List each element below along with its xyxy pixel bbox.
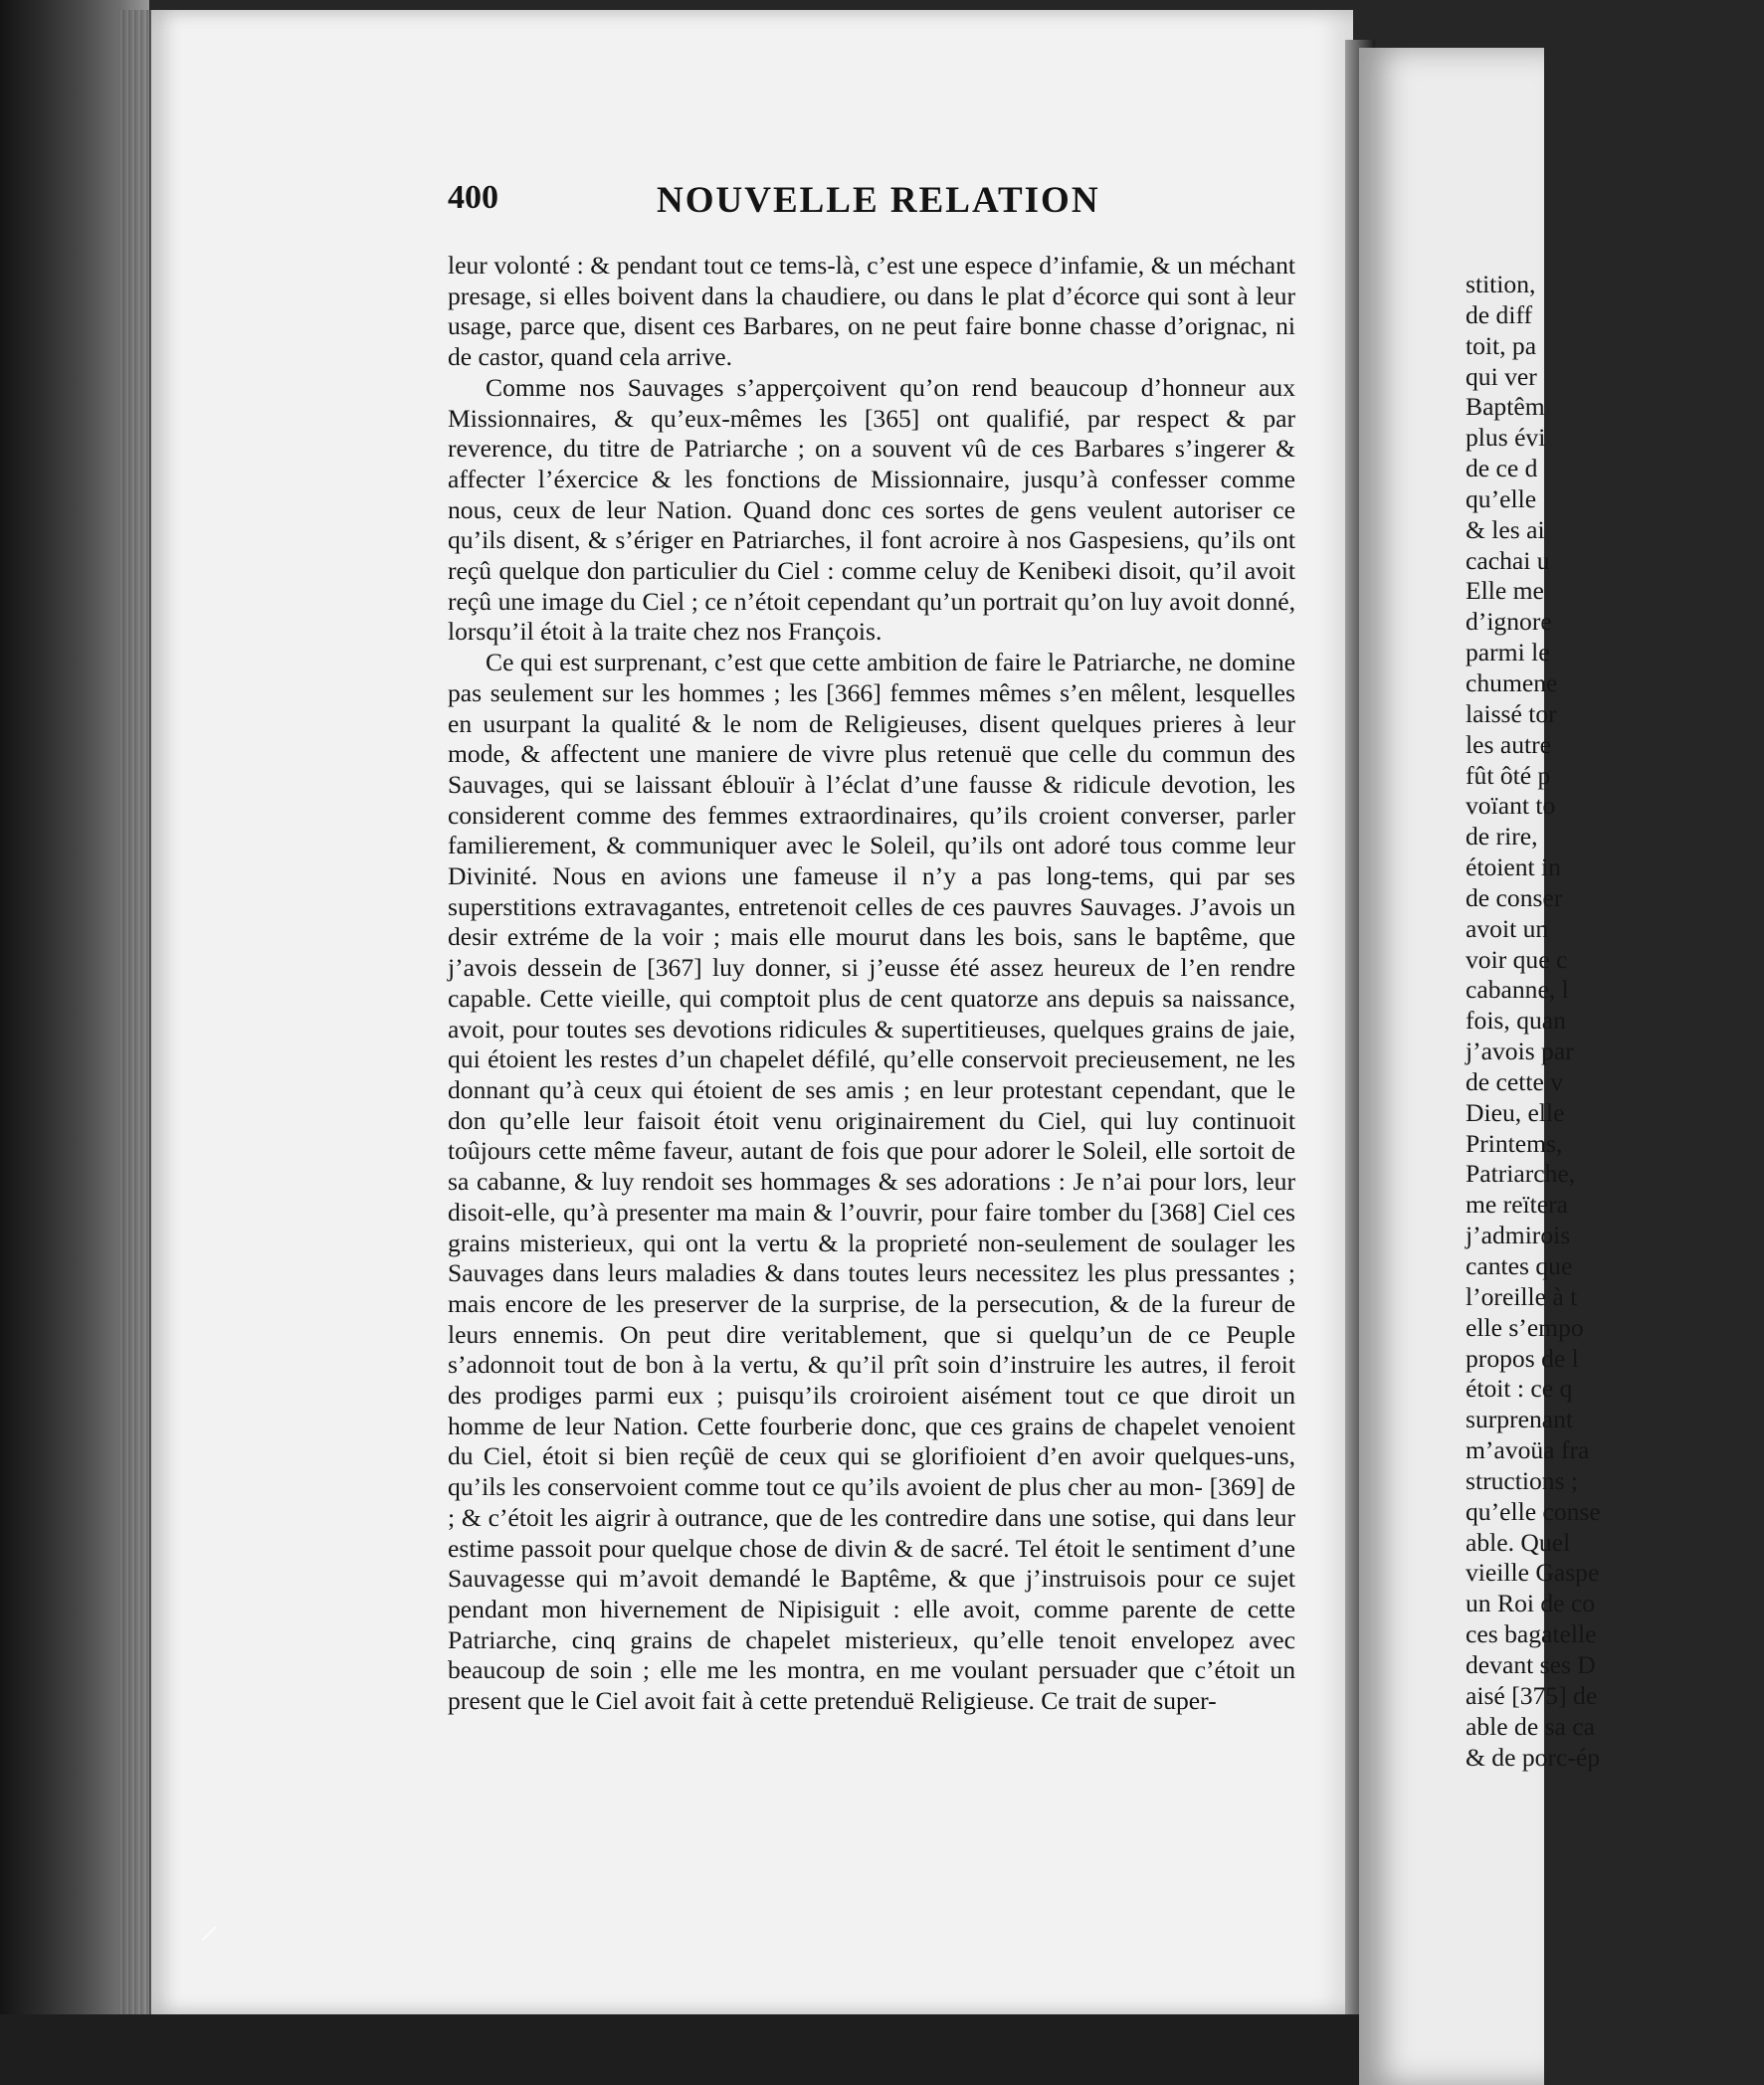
right-page-line: voir que c [1466, 944, 1568, 974]
page-mark: ⸝ [199, 1902, 219, 1947]
right-page-line: j’admirois [1466, 1221, 1571, 1250]
right-page-line: devant ses D [1466, 1649, 1596, 1679]
right-page-line: Printems, [1466, 1128, 1563, 1158]
right-page-fragments [1466, 270, 1764, 1773]
right-page-line: chumene [1466, 667, 1558, 697]
right-page-line: fût ôté p [1466, 760, 1551, 790]
right-page-line: & de porc-ép [1466, 1742, 1601, 1772]
right-page-line: étoient in [1466, 853, 1561, 882]
right-page-line: cantes que [1466, 1251, 1573, 1280]
right-page-line: étoit : ce q [1466, 1374, 1573, 1404]
paragraph-3: Ce qui est surprenant, c’est que cette ambition de faire le Patriarche, ne domine pas seulement sur les hommes ; les [366] femmes mêmes s’en mêlent, lesquelles en usurpant la qualité & le nom de Religieuses, disent quelques prieres à leur mode, & affectent une maniere de vivre plus retenuë que celle du commun des Sauvages, qui se laissant éblouïr à l’éclat d’une fausse & ridicule devotion, les considerent comme des femmes extraordinaires, qu’ils croient converser, parler familierement, & communiquer avec le Soleil, qu’ils ont adoré tous comme leur Divinité. Nous en avions une fameuse il n’y a pas long-tems, qui par ses superstitions extravagantes, entretenoit celles de ces pauvres Sauvages. J’avois un desir extréme de la voir ; mais elle mourut dans les bois, sans le baptême, que j’avois dessein de [367] luy donner, si j’eusse été assez heureux de l’en rendre capable. Cette vieille, qui comptoit plus de cent quatorze ans depuis sa naissance, avoit, pour toutes ses devotions ridicules & supertitieuses, quelques grains de jaie, qui étoient les restes d’un chapelet défilé, qu’elle conservoit precieusement, ne les donnant qu’à ceux qui étoient de ses amis ; en leur protestant cependant, que le don qu’elle leur faisoit étoit venu originairement du Ciel, qui luy continuoit toûjours cette même faveur, autant de fois que pour adorer le Soleil, elle sortoit de sa cabanne, & luy rendoit ses hommages & ses adorations : Je n’ai pour lors, leur disoit-elle, qu’à presenter ma main & l’ouvrir, pour faire tomber du [368] Ciel ces grains misterieux, qui ont la vertu & la proprieté non-seulement de soulager les Sauvages dans leurs maladies & dans toutes leurs necessitez les plus pressantes ; mais encore de les preserver de la surprise, de la persecution, & de la fureur de leurs ennemis. On peut dire veritablement, que si quelqu’un de ce Peuple s’adonnoit tout de bon à la vertu, & qu’il prît soin d’instruire les autres, il feroit des prodiges parmi eux ; puisqu’ils croiroient aisément tout ce que diroit un homme de leur Nation. Cette fourberie donc, que ces grains de chapelet venoient du Ciel, étoit si bien reçûë de ceux qui se glorifioient d’en avoir quelques-uns, qu’ils les conservoient comme tout ce qu’ils avoient de plus cher au mon- [369] de ; & c’étoit les aigrir à outrance, que de les contredire dans une sotise, qui dans leur estime passoit pour quelque chose de divin & de sacré. Tel étoit le sentiment d’une Sauvagesse qui m’avoit demandé le Baptême, & que j’instruisois pour ce sujet pendant mon hivernement de Nipisiguit : elle avoit, comme parente de cette Patriarche, cinq grains de chapelet misterieux, qu’elle tenoit envelopez avec beaucoup de soin ; elle me les montra, en me voulant persuader que c’étoit un present que le Ciel avoit fait à cette pretenduë Religieuse. Ce trait de super- [448, 648, 1295, 1716]
paragraph-1: leur volonté : & pendant tout ce tems-là, c’est une espece d’infamie, & un méchant presage, si elles boivent dans la chaudiere, ou dans le plat d’écorce qui sont à leur usage, parce que, disent ces Barbares, on ne peut faire bonne chasse d’orignac, ni de castor, quand cela arrive. [448, 251, 1295, 372]
right-page-line: voïant to [1466, 791, 1556, 821]
right-page-line: surprenant [1466, 1405, 1574, 1434]
right-page-line: Dieu, elle [1466, 1097, 1565, 1127]
paragraph-2: Comme nos Sauvages s’apperçoivent qu’on rend beaucoup d’honneur aux Missionnaires, & qu’eux-mêmes les [365] ont qualifié, par respect & par reverence, du titre de Patriarche ; on a souvent vû de ces Barbares s’ingerer & affecter l’éxercice & les fonctions de Missionnaire, jusqu’à confesser comme nous, ceux de leur Nation. Quand donc ces sortes de gens veulent autoriser ce qu’ils disent, & s’ériger en Patriarches, il font acroire à nos Gaspesiens, qu’ils ont reçû quelque don particulier du Ciel : comme celuy de Kenibeκi disoit, qu’il avoit reçû une image du Ciel ; ce n’étoit cependant qu’un portrait qu’on luy avoit donné, lorsqu’il étoit à la traite chez nos François. [448, 372, 1295, 647]
right-page-line: parmi le [1466, 638, 1550, 667]
right-page-line: toit, pa [1466, 330, 1537, 360]
right-page-line: les autre [1466, 729, 1551, 759]
right-page-line: j’avois par [1466, 1037, 1574, 1066]
right-page-line: d’ignore [1466, 607, 1552, 637]
right-page-line: vieille Gaspe [1466, 1558, 1600, 1588]
right-page-line: qu’elle [1466, 483, 1537, 513]
right-page-line: de ce d [1466, 454, 1538, 483]
right-page-line: stition, [1466, 270, 1536, 298]
right-page [1359, 48, 1601, 2085]
right-page-line: cabanne, l [1466, 975, 1569, 1005]
right-page-line: Elle me [1466, 576, 1544, 606]
right-page-line: able de sa ca [1466, 1711, 1596, 1741]
right-page-line: structions ; [1466, 1465, 1579, 1495]
right-page-line: m’avoüa fra [1466, 1435, 1590, 1465]
right-page-line: cachai u [1466, 545, 1550, 575]
right-page-line: ces bagatelle [1466, 1619, 1597, 1649]
left-page-body [448, 251, 1295, 1717]
right-page-line: avoit un [1466, 913, 1549, 943]
right-page-line: fois, quan [1466, 1006, 1566, 1036]
right-page-line: & les ai [1466, 514, 1545, 544]
right-page-line: me reïtera [1466, 1190, 1569, 1220]
right-page-line: Baptêm [1466, 392, 1545, 422]
right-page-line: propos de l [1466, 1343, 1579, 1373]
page-number: 400 [448, 179, 498, 216]
right-page-line: laissé tor [1466, 698, 1557, 728]
right-page-line: qui ver [1466, 361, 1537, 391]
right-page-line: de diff [1466, 299, 1533, 329]
right-page-line: aisé [375] de [1466, 1680, 1598, 1710]
right-page-line: l’oreille à t [1466, 1281, 1578, 1311]
right-page-line: able. Quel [1466, 1527, 1571, 1557]
page-header [448, 179, 1114, 229]
right-page-line: de conser [1466, 882, 1563, 912]
bottom-shadow [0, 2014, 1359, 2085]
right-page-line: plus évi [1466, 423, 1546, 453]
right-page-line: de rire, [1466, 822, 1538, 852]
right-page-line: Patriarche, [1466, 1159, 1576, 1189]
right-page-line: un Roi de co [1466, 1589, 1596, 1618]
right-page-line: qu’elle conse [1466, 1496, 1601, 1526]
right-page-line: elle s’empo [1466, 1312, 1584, 1342]
running-title: NOUVELLE RELATION [657, 180, 1100, 221]
right-page-line: de cette v [1466, 1066, 1564, 1096]
